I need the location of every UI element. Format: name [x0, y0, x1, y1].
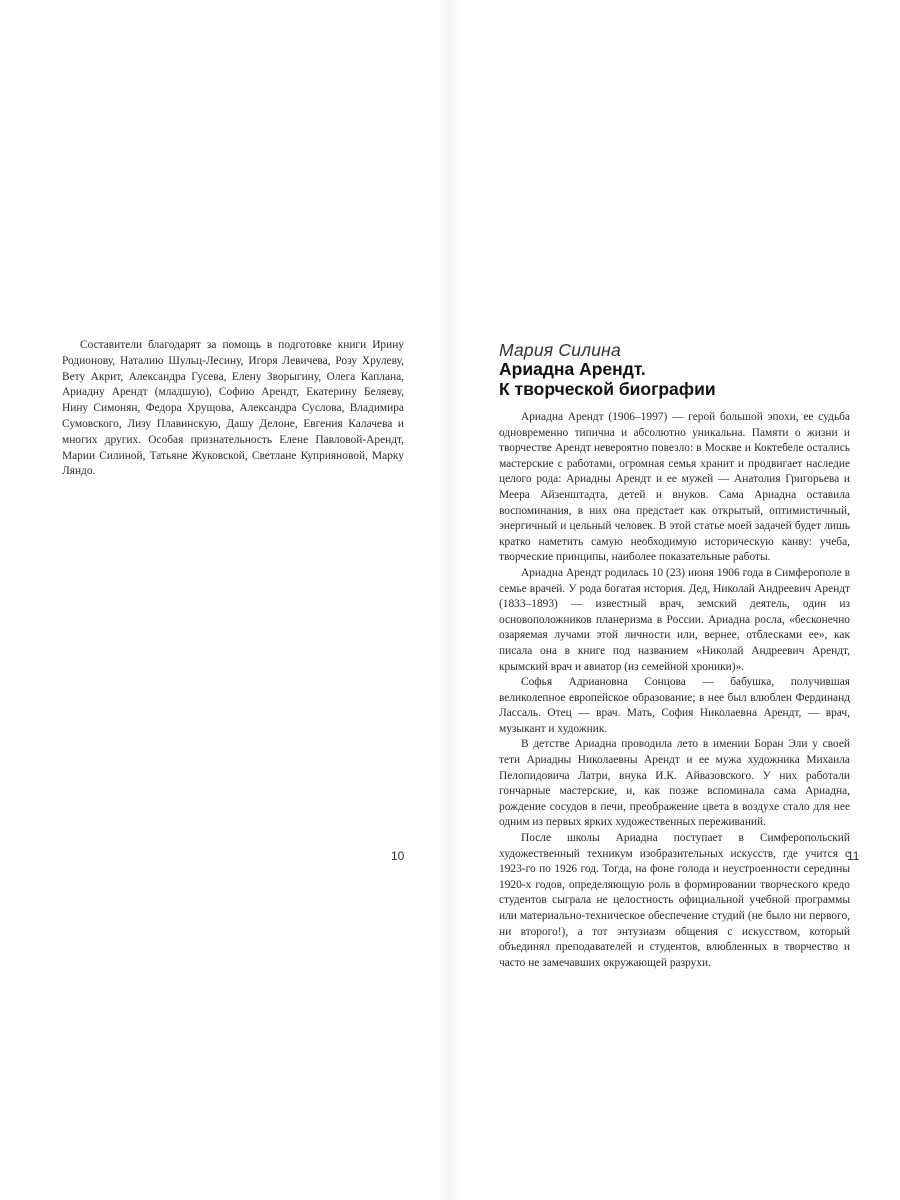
body-paragraph: Ариадна Арендт (1906–1997) — герой большой эпохи, ее судьба одновременно типична и абсолютно уникальна. Памяти о жизни и творчестве Арендт невероятно повезло: в Москве и Коктебеле остались мастерские с работами, огромная семья хранит и продвигает наследие целого рода: Ариадны Арендт и ее мужей — Анатолия Григорьева и Меера Айзенштадта, детей и внуков. Сама Ариадна оставила воспоминания, в них она предстает как открытый, оптимистичный, энергичный и цельный человек. В этой статье моей задачей будет лишь кратко наметить самую необходимую историческую канву: учеба, творческие принципы, наиболее показательные работы.	[499, 411, 850, 564]
article-title-line-2: К творческой биографии	[499, 379, 716, 399]
right-page	[450, 0, 900, 1200]
body-paragraph: Софья Адриановна Сонцова — бабушка, получившая великолепное европейское образование; в нее был влюблен Фердинанд Лассаль. Отец — врач. Мать, София Николаевна Арендт, — врач, музыкант и художник.	[499, 676, 850, 735]
article-author: Мария Силина	[499, 340, 621, 360]
article-body	[499, 410, 850, 971]
page-number-left: 10	[391, 849, 405, 863]
article-title	[499, 359, 716, 399]
body-paragraph: После школы Ариадна поступает в Симферопольский художественный техникум изобразительных искусств, где учится с 1923-го по 1926 год. Тогда, на фоне голода и неустроенности середины 1920-х годов, определяющую роль в формировании творческого кредо студентов сыграла не целостность официальной учебной программы или материально-техническое обеспечение студий (не было ни первого, ни второго!), а тот энтузиазм общения с искусством, который объединял преподавателей и студентов, влюбленных в творчество и часто не замечавших окружающей разрухи.	[499, 832, 850, 969]
acknowledgment-paragraph: Составители благодарят за помощь в подготовке книги Ирину Родионову, Наталию Шульц-Лесину, Игоря Левичева, Розу Хрулеву, Вету Акрит, Александра Гусева, Елену Зворыгину, Олега Каплана, Ариадну Арендт (младшую), Софию Арендт, Екатерину Беляеву, Нину Симонян, Федора Хрущова, Александра Суслова, Владимира Сумовского, Лизу Плавинскую, Дашу Делоне, Евгения Калачева и многих других. Особая признательность Елене Павловой-Арендт, Марии Силиной, Татьяне Жуковской, Светлане Куприяновой, Марку Ляндо.	[62, 339, 404, 478]
body-paragraph: Ариадна Арендт родилась 10 (23) июня 1906 года в Симферополе в семье врачей. У рода богатая история. Дед, Николай Андреевич Арендт (1833–1893) — известный врач, земский деятель, один из основоположников планеризма в России. Ариадна росла, «бесконечно озаряемая лучами этой личности или, вернее, отблесками ее», как писала она в книге под названием «Николай Андреевич Арендт, крымский врач и авиатор (из семейной хроники)».	[499, 566, 850, 673]
body-paragraph: В детстве Ариадна проводила лето в имении Боран Эли у своей тети Ариадны Николаевны Арендт и ее мужа художника Михаила Пелопидовича Латри, внука И.К. Айвазовского. У них работали гончарные мастерские, и, как позже вспоминала сама Ариадна, рождение сосудов в печи, преображение цвета в воздухе стало для нее одним из первых ярких художественных переживаний.	[499, 738, 850, 829]
article-title-line-1: Ариадна Арендт.	[499, 359, 646, 379]
page-number-right: 11	[847, 849, 860, 863]
